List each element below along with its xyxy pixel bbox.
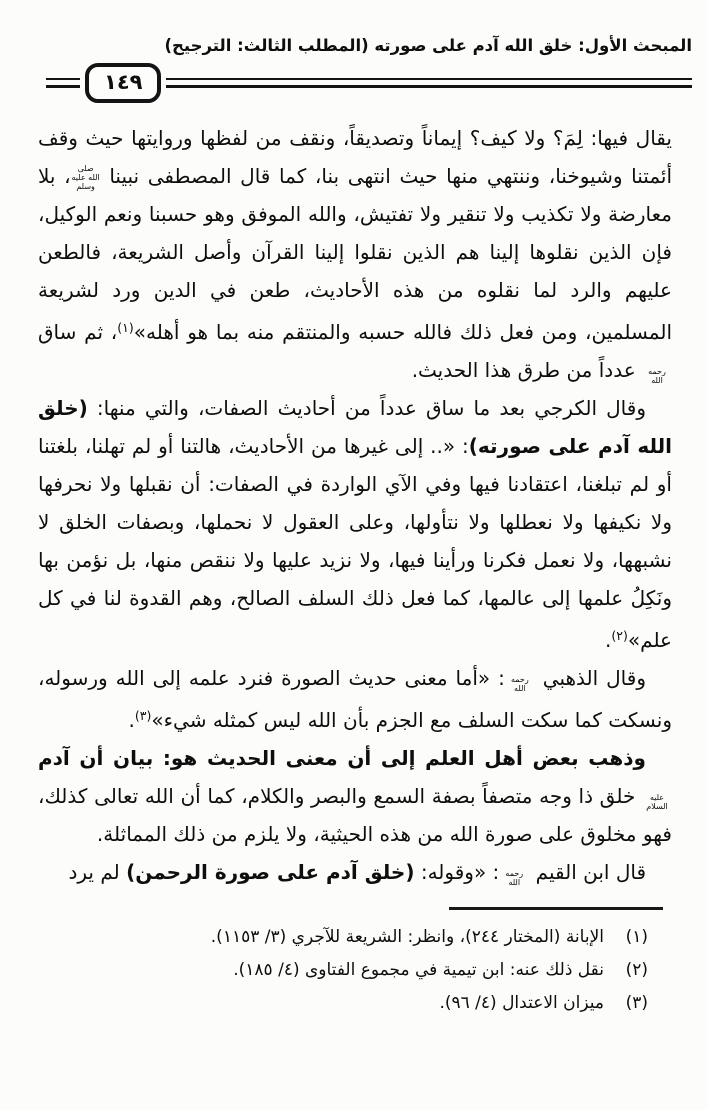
honorific-mark: رحمه الله bbox=[510, 675, 529, 694]
paragraph bbox=[38, 853, 672, 891]
text-run: وقال الذهبي bbox=[534, 666, 646, 691]
footnote-item bbox=[48, 921, 648, 954]
text-run: : «وقوله: bbox=[414, 860, 500, 885]
header-rule-left bbox=[46, 78, 80, 88]
page-number: ١٤٩ bbox=[104, 69, 143, 94]
text-run: وقال الكرجي بعد ما ساق عدداً من أحاديث الصفات، والتي منها: bbox=[87, 396, 646, 421]
text-run: خلق ذا وجه متصفاً بصفة السمع والبصر والكلام، كما أن الله تعالى كذلك، فهو مخلوق على صورة الله من هذه الحيثية، ولا يلزم من ذلك المماثلة. bbox=[38, 784, 672, 847]
footnote-number: (٣) bbox=[625, 993, 648, 1014]
footnote-ref: (٣) bbox=[134, 708, 152, 724]
text-run: قال ابن القيم bbox=[529, 860, 646, 885]
emphasized-text: (خلق الله آدم على صورته) bbox=[38, 396, 673, 459]
honorific-mark: صلى الله عليه وسلم bbox=[71, 164, 100, 192]
text-run: يقال فيها: لِمَ؟ ولا كيف؟ إيماناً وتصديقاً، ونقف من لفظها وروايتها حيث وقف أئمتنا وشيوخنا، وننتهي منها حيث انتهى بنا، كما قال المصطفى نبينا bbox=[38, 126, 673, 189]
text-run: . bbox=[128, 708, 135, 733]
honorific-mark: رحمه الله bbox=[648, 367, 666, 386]
page-header bbox=[0, 0, 708, 103]
footnote-number: (٢) bbox=[625, 960, 648, 981]
paragraph bbox=[38, 739, 672, 853]
body-text bbox=[38, 119, 672, 891]
text-run: : «أما معنى حديث الصورة فنرد علمه إلى الله ورسوله، ونسكت كما سكت السلف مع الجزم بأن الله ليس كمثله شيء» bbox=[38, 666, 672, 733]
paragraph bbox=[38, 389, 672, 659]
footnote-ref: (١) bbox=[117, 320, 134, 336]
honorific-mark: عليه السلام bbox=[646, 793, 668, 812]
footnote-ref: (٢) bbox=[611, 628, 628, 644]
text-run: . bbox=[605, 628, 612, 653]
footnote-text: ميزان الاعتدال (٤/ ٩٦). bbox=[439, 993, 604, 1014]
footnote-text: الإبانة (المختار ٢٤٤)، وانظر: الشريعة للآجري (٣/ ١١٥٣). bbox=[210, 927, 604, 948]
text-run: ، ثم ساق bbox=[38, 320, 118, 345]
text-run: : «.. إلى غيرها من الأحاديث، هالتنا أو لم تهلنا، بلغتنا أو لم تبلغنا، اعتقادنا فيها وفي الآي الواردة في الصفات: أن نقبلها ولا نحرفها ولا نكيفها ولا نعطلها ولا نتأولها، وعلى العقول لا نحملها، وبصفات الخلق لا نشبهها، ولا نعمل فكرنا ورأينا فيها، ولا نزيد عليها ولا ننقص منها، بل نؤمن بها ونَكِلُ علمها إلى عالمها، كما فعل ذلك السلف الصالح، وهم القدوة لنا في كل علم» bbox=[38, 434, 672, 653]
header-rule-right bbox=[166, 78, 692, 88]
honorific-mark: رحمه الله bbox=[505, 869, 524, 888]
footnotes bbox=[48, 921, 648, 1020]
footnote-item bbox=[48, 987, 648, 1020]
footnote-item bbox=[48, 954, 648, 987]
paragraph bbox=[38, 659, 672, 739]
footnote-separator bbox=[449, 907, 663, 910]
header-rule bbox=[46, 63, 692, 103]
text-run: عدداً من طرق هذا الحديث. bbox=[411, 358, 642, 383]
running-head-title: المبحث الأول: خلق الله آدم على صورته (المطلب الثالث: الترجيح) bbox=[164, 36, 692, 55]
emphasized-text: (خلق آدم على صورة الرحمن) bbox=[126, 860, 415, 885]
paragraph bbox=[38, 119, 672, 389]
emphasized-text: وذهب بعض أهل العلم إلى أن معنى الحديث هو: بيان أن آدم bbox=[38, 746, 646, 771]
text-run: لم يرد bbox=[68, 860, 127, 885]
footnote-text: نقل ذلك عنه: ابن تيمية في مجموع الفتاوى (٤/ ١٨٥). bbox=[233, 960, 604, 981]
page-number-box bbox=[85, 63, 161, 103]
text-run: ، بلا معارضة ولا تكذيب ولا تنقير ولا تفتيش، والله الموفق وهو حسبنا ونعم الوكيل، فإن الذين نقلوها إلينا هم الذين نقلوا إلينا القرآن وأصل الشريعة، فالطعن عليهم والرد لما نقلوه من هذه الأحاديث، طعن في الدين ورد لشريعة المسلمين، ومن فعل ذلك فالله حسبه والمنتقم منه بما هو أهله» bbox=[38, 164, 672, 345]
footnote-number: (١) bbox=[625, 927, 648, 948]
